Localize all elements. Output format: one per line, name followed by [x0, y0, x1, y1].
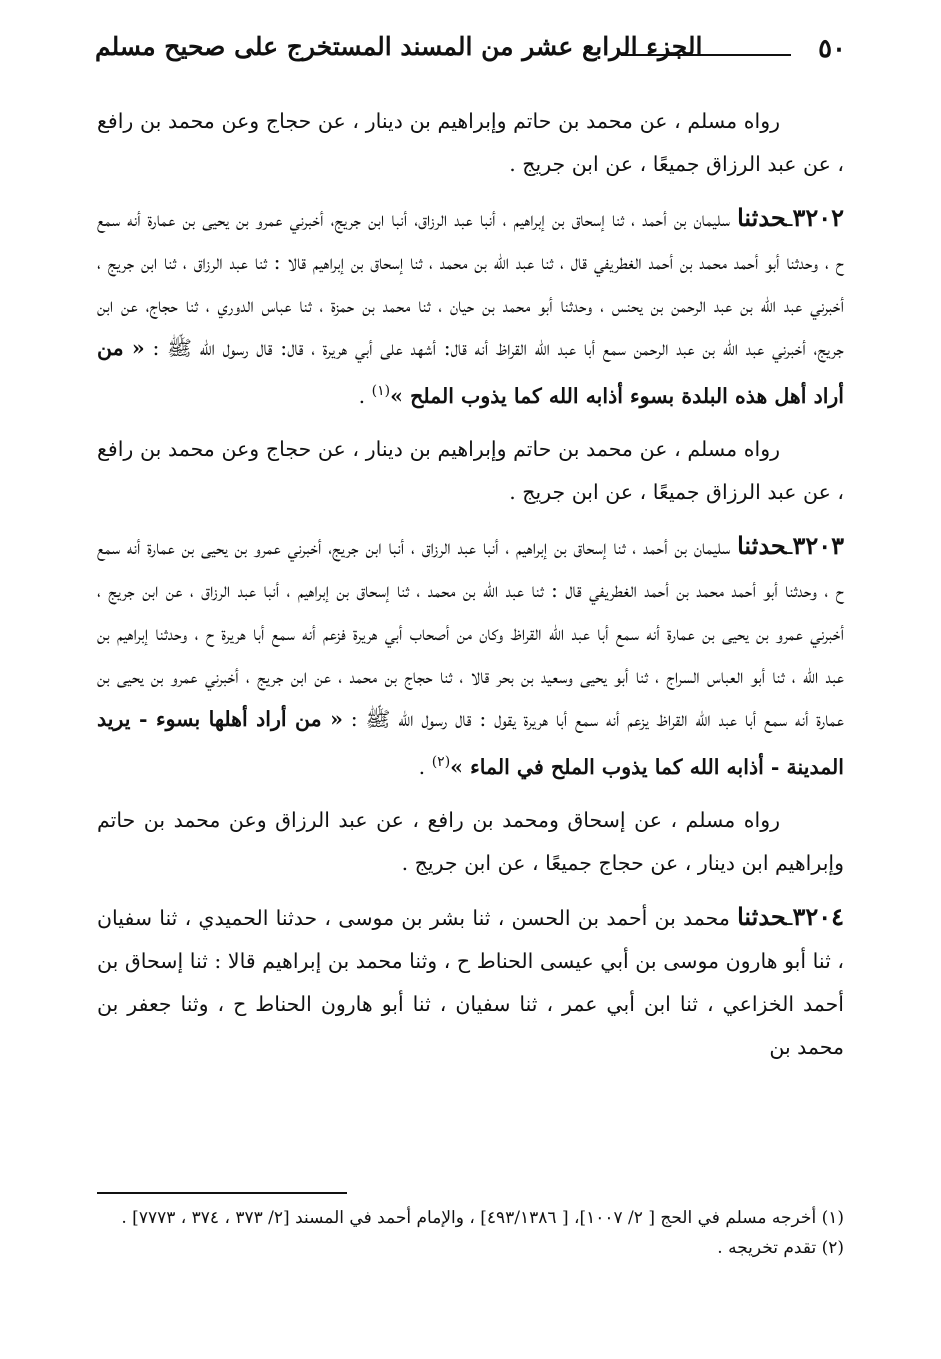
isnad-text: محمد بن أحمد بن الحسن ، ثنا بشر بن موسى ، حدثنا الحميدي ، ثنا سفيان ، ثنا أبو هارون موسى بن أبي عيسى الحناط ح ، وثنا محمد بن إبراهيم قالا : ثنا إسحاق بن أحمد الخزاعي ، ثنا ابن أبي عمر ، ثنا سفيان ، ثنا أبو هارون الحناط ح ، وثنا جعفر بن محمد بن	[97, 905, 844, 1059]
hadith-paragraph: ٣٢٠٤ـحدثنا محمد بن أحمد بن الحسن ، ثنا بشر بن موسى ، حدثنا الحميدي ، ثنا سفيان ، ثنا أبو هارون موسى بن أبي عيسى الحناط ح ، وثنا محمد بن إبراهيم قالا : ثنا إسحاق بن أحمد الخزاعي ، ثنا ابن أبي عمر ، ثنا سفيان ، ثنا أبو هارون الحناط ح ، وثنا جعفر بن محمد بن	[97, 901, 844, 1059]
hadith-paragraph: ٣٢٠٣ـحدثنا سليمان بن أحمد ، ثنا إسحاق بن إبراهيم ، أنبا عبد الرزاق ، أنبا ابن جريج، أخبرني عمرو بن يحيى بن عمارة أنه سمع ح ، وحدثنا أبو أحمد محمد بن أحمد الغطريفي قال : ثنا عبد الله بن محمد ، ثنا إسحاق بن إبراهيم ، أنبا عبد الرزاق ، عن ابن جريج ، أخبرني عمرو بن يحيى بن عمارة أنه سمع أبا عبد الله القراظ وكان من أصحاب أبي هريرة فزعم أنه سمع أبا هريرة ح ، وحدثنا إبراهيم بن عبد الله ، ثنا أبو العباس السراج ، ثنا أبو يحيى وسعيد بن بحر قالا ، ثنا حجاج بن محمد ، عن ابن جريج ، أخبرني عمرو بن يحيى بن عمارة أنه سمع أبا عبد الله القراظ يزعم أنه سمع أبا هريرة يقول : قال رسول الله ﷺ : « من أراد أهلها بسوء - يريد المدينة - أذابه الله كما يذوب الملح في الماء »$^{(٢)}$ .	[97, 530, 844, 779]
hadith-opener: حدثنا	[737, 530, 787, 560]
hadith-opener: حدثنا	[737, 203, 787, 232]
hadith-opener: حدثنا	[737, 901, 787, 931]
page-body	[97, 100, 844, 1079]
narration-paragraph: رواه مسلم ، عن محمد بن حاتم وإبراهيم بن دينار ، عن حجاج وعن محمد بن رافع ، عن عبد الرزاق جميعًا ، عن ابن جريج .	[97, 436, 844, 504]
sentence-end: .	[358, 383, 366, 408]
isnad-text: سليمان بن أحمد ، ثنا إسحاق بن إبراهيم ، أنبا عبد الرزاق، أنبا ابن جريج، أخبرني عمرو بن يحيى بن عمارة أنه سمع ح ، وحدثنا أبو أحمد محمد بن أحمد الغطريفي قال ، ثنا عبد الله بن محمد ، ثنا إسحاق بن إبراهيم قالا : ثنا عبد الرزاق ، ثنا ابن جريج ، أخبرني عبد الله بن عبد الرحمن بن يحنس ، وحدثنا أبو محمد بن حيان ، ثنا محمد بن حمزة ، ثنا عباس الدوري ، ثنا حجاج، عن ابن جريج، أخبرني عبد الله بن عبد الرحمن سمع أبا عبد الله القراظ أنه قال: أشهد على أبي هريرة ، قال: قال رسول الله ﷺ :	[97, 207, 844, 360]
footnote-item: (٢) تقدم تخريجه .	[717, 1238, 844, 1258]
footnote-reference[interactable]: (٢)	[431, 753, 451, 770]
narration-paragraph: رواه مسلم ، عن محمد بن حاتم وإبراهيم بن دينار ، عن حجاج وعن محمد بن رافع ، عن عبد الرزاق جميعًا ، عن ابن جريج .	[97, 109, 844, 176]
matn-text: « من أراد أهلها بسوء - يريد المدينة - أذابه الله كما يذوب الملح في الماء »	[97, 706, 844, 779]
hadith-number: ٣٢٠٣	[792, 530, 844, 560]
matn-text: « من أراد أهل هذه البلدة بسوء أذابه الله كما يذوب الملح »	[97, 336, 844, 408]
hadith-number: ٣٢٠٤	[792, 901, 844, 931]
page-number: ٥٠	[818, 34, 846, 64]
footnote-item: (١) أخرجه مسلم في الحج [ ٢/ ١٠٠٧]، [ ٤٩٣/١٣٨٦] ، والإمام أحمد في المسند [٢/ ٣٧٣ ، ٣٧٤ ، ٧٧٧٣] .	[121, 1208, 844, 1228]
footnote-reference[interactable]: (١)	[371, 383, 391, 399]
running-title: الجزء الرابع عشر من المسند المستخرج على صحيح مسلم	[95, 32, 703, 61]
running-header	[95, 28, 846, 78]
isnad-text: سليمان بن أحمد ، ثنا إسحاق بن إبراهيم ، أنبا عبد الرزاق ، أنبا ابن جريج، أخبرني عمرو بن يحيى بن عمارة أنه سمع ح ، وحدثنا أبو أحمد محمد بن أحمد الغطريفي قال : ثنا عبد الله بن محمد ، ثنا إسحاق بن إبراهيم ، أنبا عبد الرزاق ، عن ابن جريج ، أخبرني عمرو بن يحيى بن عمارة أنه سمع أبا عبد الله القراظ وكان من أصحاب أبي هريرة فزعم أنه سمع أبا هريرة ح ، وحدثنا إبراهيم بن عبد الله ، ثنا أبو العباس السراج ، ثنا أبو يحيى وسعيد بن بحر قالا ، ثنا حجاج بن محمد ، عن ابن جريج ، أخبرني عمرو بن يحيى بن عمارة أنه سمع أبا عبد الله القراظ يزعم أنه سمع أبا هريرة يقول : قال رسول الله ﷺ :	[97, 534, 844, 731]
narration-paragraph: رواه مسلم ، عن إسحاق ومحمد بن رافع ، عن عبد الرزاق وعن محمد بن حاتم وإبراهيم ابن دينار ، عن حجاج جميعًا ، عن ابن جريج .	[97, 807, 844, 875]
footnotes	[97, 1203, 844, 1263]
hadith-paragraph: ٣٢٠٢ـحدثنا سليمان بن أحمد ، ثنا إسحاق بن إبراهيم ، أنبا عبد الرزاق، أنبا ابن جريج، أخبرني عمرو بن يحيى بن عمارة أنه سمع ح ، وحدثنا أبو أحمد محمد بن أحمد الغطريفي قال ، ثنا عبد الله بن محمد ، ثنا إسحاق بن إبراهيم قالا : ثنا عبد الرزاق ، ثنا ابن جريج ، أخبرني عبد الله بن عبد الرحمن بن يحنس ، وحدثنا أبو محمد بن حيان ، ثنا محمد بن حمزة ، ثنا عباس الدوري ، ثنا حجاج، عن ابن جريج، أخبرني عبد الله بن عبد الرحمن سمع أبا عبد الله القراظ أنه قال: أشهد على أبي هريرة ، قال: قال رسول الله ﷺ : « من أراد أهل هذه البلدة بسوء أذابه الله كما يذوب الملح »$^{(١)}$ .	[97, 203, 844, 408]
footnote-rule	[97, 1192, 347, 1194]
hadith-number: ٣٢٠٢	[792, 203, 844, 232]
sentence-end: .	[418, 754, 426, 779]
